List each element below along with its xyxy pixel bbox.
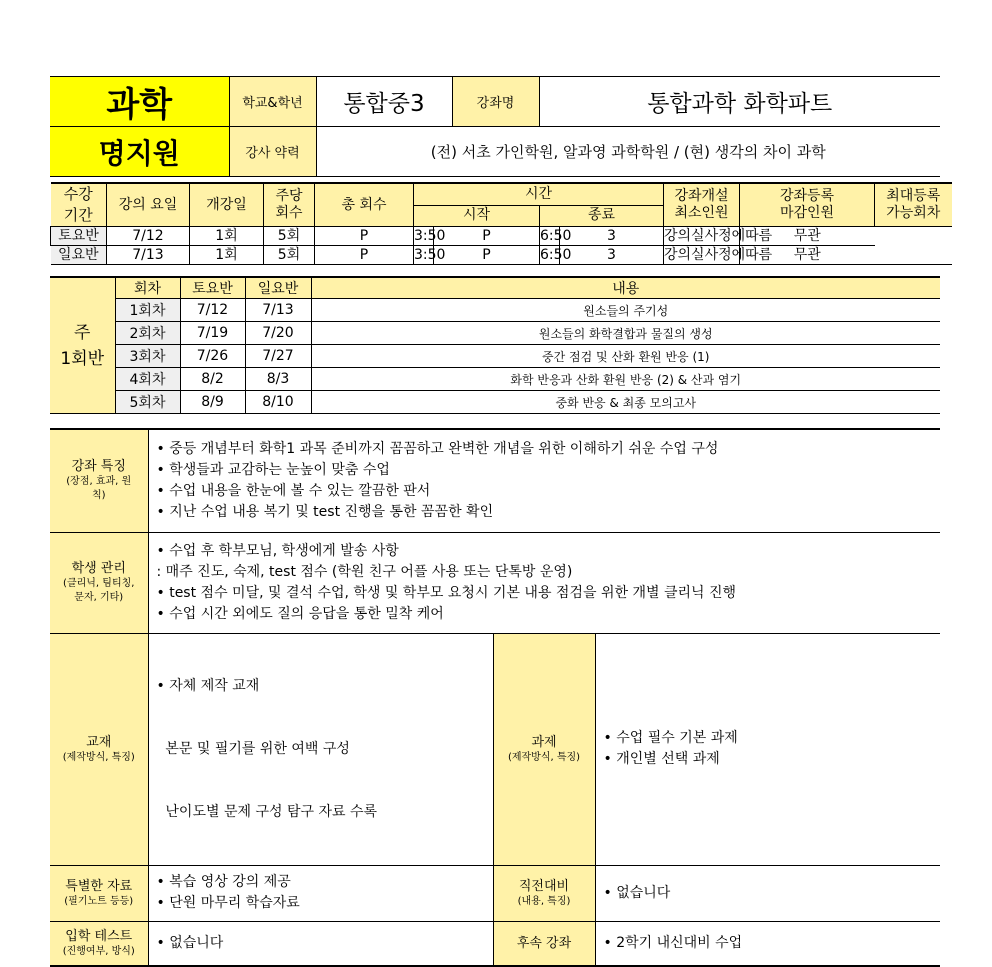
total: 5회 (264, 227, 315, 246)
entrance-label: 입학 테스트 (진행여부, 방식) (50, 921, 148, 966)
sessions-side-label: 주 1회반 (50, 277, 115, 414)
schedule-row (51, 246, 952, 265)
col-total: 총 회수 (315, 183, 414, 227)
sun-date: 8/3 (245, 368, 311, 391)
session-content: 원소들의 화학결합과 물질의 생성 (311, 322, 940, 345)
textbook-label: 교재 (제작방식, 특징) (50, 633, 148, 865)
col-sat: 토요반 (180, 277, 245, 299)
ampm: P (315, 246, 414, 265)
special-list (148, 865, 493, 921)
list-item: • test 점수 미달, 및 결석 수업, 학생 및 학부모 요청시 기본 내용 점검을 위한 개별 클리닉 진행 (156, 584, 737, 601)
management-list (148, 532, 940, 633)
max-sessions: 무관 (740, 246, 875, 265)
career-label: 강사 약력 (229, 127, 316, 177)
sat-date: 8/9 (180, 391, 245, 414)
list-item: • 수업 내용을 한눈에 볼 수 있는 깔끔한 판서 (156, 482, 431, 499)
weekly: 1회 (190, 227, 264, 246)
ampm: P (434, 246, 540, 265)
entrance-list (148, 921, 493, 966)
session-row (50, 299, 940, 322)
total: 5회 (264, 246, 315, 265)
list-item: • 학생들과 교감하는 눈높이 맞춤 수업 (156, 461, 390, 478)
session-content: 화학 반응과 산화 환원 반응 (2) & 산과 염기 (311, 368, 940, 391)
list-item: • 개인별 선택 과제 (603, 751, 720, 767)
day: 일요반 (51, 246, 107, 265)
career-value: (전) 서초 가인학원, 알과영 과학학원 / (현) 생각의 차이 과학 (316, 127, 940, 177)
col-time-start: 시작 (414, 205, 540, 226)
sun-date: 7/20 (245, 322, 311, 345)
schedule-row (51, 227, 952, 246)
col-weekly: 주당 회수 (264, 183, 315, 227)
end-time: 6:50 (540, 227, 572, 244)
management-label: 학생 관리 (클리닉, 팀티칭, 문자, 기타) (50, 532, 148, 633)
session-row (50, 345, 940, 368)
list-item: • 없습니다 (156, 934, 224, 951)
followup-list (595, 921, 940, 966)
start-time: 3:50 (414, 246, 446, 263)
list-item: • 중등 개념부터 화학1 과목 준비까지 꼼꼼하고 완벽한 개념을 위한 이해하기 쉬운 수업 구성 (156, 440, 719, 457)
col-max: 최대등록 가능회차 (875, 183, 952, 227)
list-item: • 없습니다 (603, 884, 671, 901)
homework-label: 과제 (제작방식, 특징) (493, 633, 595, 865)
col-content: 내용 (311, 277, 940, 299)
list-item: : 매주 진도, 숙제, test 점수 (학원 친구 어플 사용 또는 단톡방 운영) (156, 563, 573, 580)
course-value: 통합과학 화학파트 (539, 77, 940, 127)
min-students: 3 (560, 246, 664, 265)
col-time-end: 종료 (540, 205, 664, 226)
start-date: 7/13 (107, 246, 190, 265)
school-label: 학교&학년 (229, 77, 316, 127)
sun-date: 7/13 (245, 299, 311, 322)
col-start-date: 개강일 (190, 183, 264, 227)
ampm: P (434, 227, 540, 246)
max-sessions: 무관 (740, 227, 875, 246)
sat-date: 7/19 (180, 322, 245, 345)
textbook-list (148, 633, 493, 865)
sun-date: 8/10 (245, 391, 311, 414)
deadline: 강의실사정에따름 (664, 246, 773, 263)
deadline: 강의실사정에따름 (664, 227, 773, 244)
sat-date: 7/26 (180, 345, 245, 368)
followup-label: 후속 강좌 (493, 921, 595, 966)
teacher-name: 명지원 (50, 127, 229, 177)
start-date: 7/12 (107, 227, 190, 246)
subject-title: 과학 (50, 77, 229, 127)
school-value: 통합중3 (316, 77, 452, 127)
session-content: 중화 반응 & 최종 모의고사 (311, 391, 940, 414)
header-table (50, 76, 940, 177)
session-no: 2회차 (115, 322, 180, 345)
info-table (50, 428, 940, 967)
list-item: • 지난 수업 내용 복기 및 test 진행을 통한 꼼꼼한 확인 (156, 503, 494, 520)
start-time: 3:50 (414, 227, 446, 244)
day: 토요반 (51, 227, 107, 246)
exam-prep-list (595, 865, 940, 921)
session-row (50, 391, 940, 414)
list-item: • 자체 제작 교재 (156, 677, 260, 694)
session-row (50, 322, 940, 345)
session-no: 4회차 (115, 368, 180, 391)
features-list (148, 429, 940, 532)
sat-date: 8/2 (180, 368, 245, 391)
weekly: 1회 (190, 246, 264, 265)
session-content: 원소들의 주기성 (311, 299, 940, 322)
col-time: 시간 (414, 183, 664, 205)
schedule-table (50, 182, 952, 265)
ampm: P (315, 227, 414, 246)
exam-prep-label: 직전대비 (내용, 특징) (493, 865, 595, 921)
period-label: 수강 기간 (51, 183, 107, 227)
list-item: • 수업 시간 외에도 질의 응답을 통한 밀착 케어 (156, 605, 444, 622)
list-item: 난이도별 문제 구성 탐구 자료 수록 (156, 803, 377, 820)
end-time: 6:50 (540, 246, 572, 263)
session-row (50, 368, 940, 391)
homework-list (595, 633, 940, 865)
list-item: • 수업 후 학부모님, 학생에게 발송 사항 (156, 542, 399, 559)
course-label: 강좌명 (452, 77, 539, 127)
sun-date: 7/27 (245, 345, 311, 368)
session-no: 1회차 (115, 299, 180, 322)
session-no: 3회차 (115, 345, 180, 368)
list-item: • 복습 영상 강의 제공 (156, 874, 291, 890)
min-students: 3 (560, 227, 664, 246)
session-content: 중간 점검 및 산화 환원 반응 (1) (311, 345, 940, 368)
col-day: 강의 요일 (107, 183, 190, 227)
list-item: • 2학기 내신대비 수업 (603, 934, 743, 951)
sessions-table (50, 276, 940, 414)
list-item: • 단원 마무리 학습자료 (156, 895, 300, 911)
col-deadline: 강좌등록 마감인원 (740, 183, 875, 227)
session-no: 5회차 (115, 391, 180, 414)
sat-date: 7/12 (180, 299, 245, 322)
features-label: 강좌 특징 (장점, 효과, 원칙) (50, 429, 148, 532)
col-sun: 일요반 (245, 277, 311, 299)
special-label: 특별한 자료 (필기노트 등등) (50, 865, 148, 921)
col-min: 강좌개설 최소인원 (664, 183, 740, 227)
list-item: • 수업 필수 기본 과제 (603, 730, 738, 746)
list-item: 본문 및 필기를 위한 여백 구성 (156, 740, 350, 757)
col-no: 회차 (115, 277, 180, 299)
